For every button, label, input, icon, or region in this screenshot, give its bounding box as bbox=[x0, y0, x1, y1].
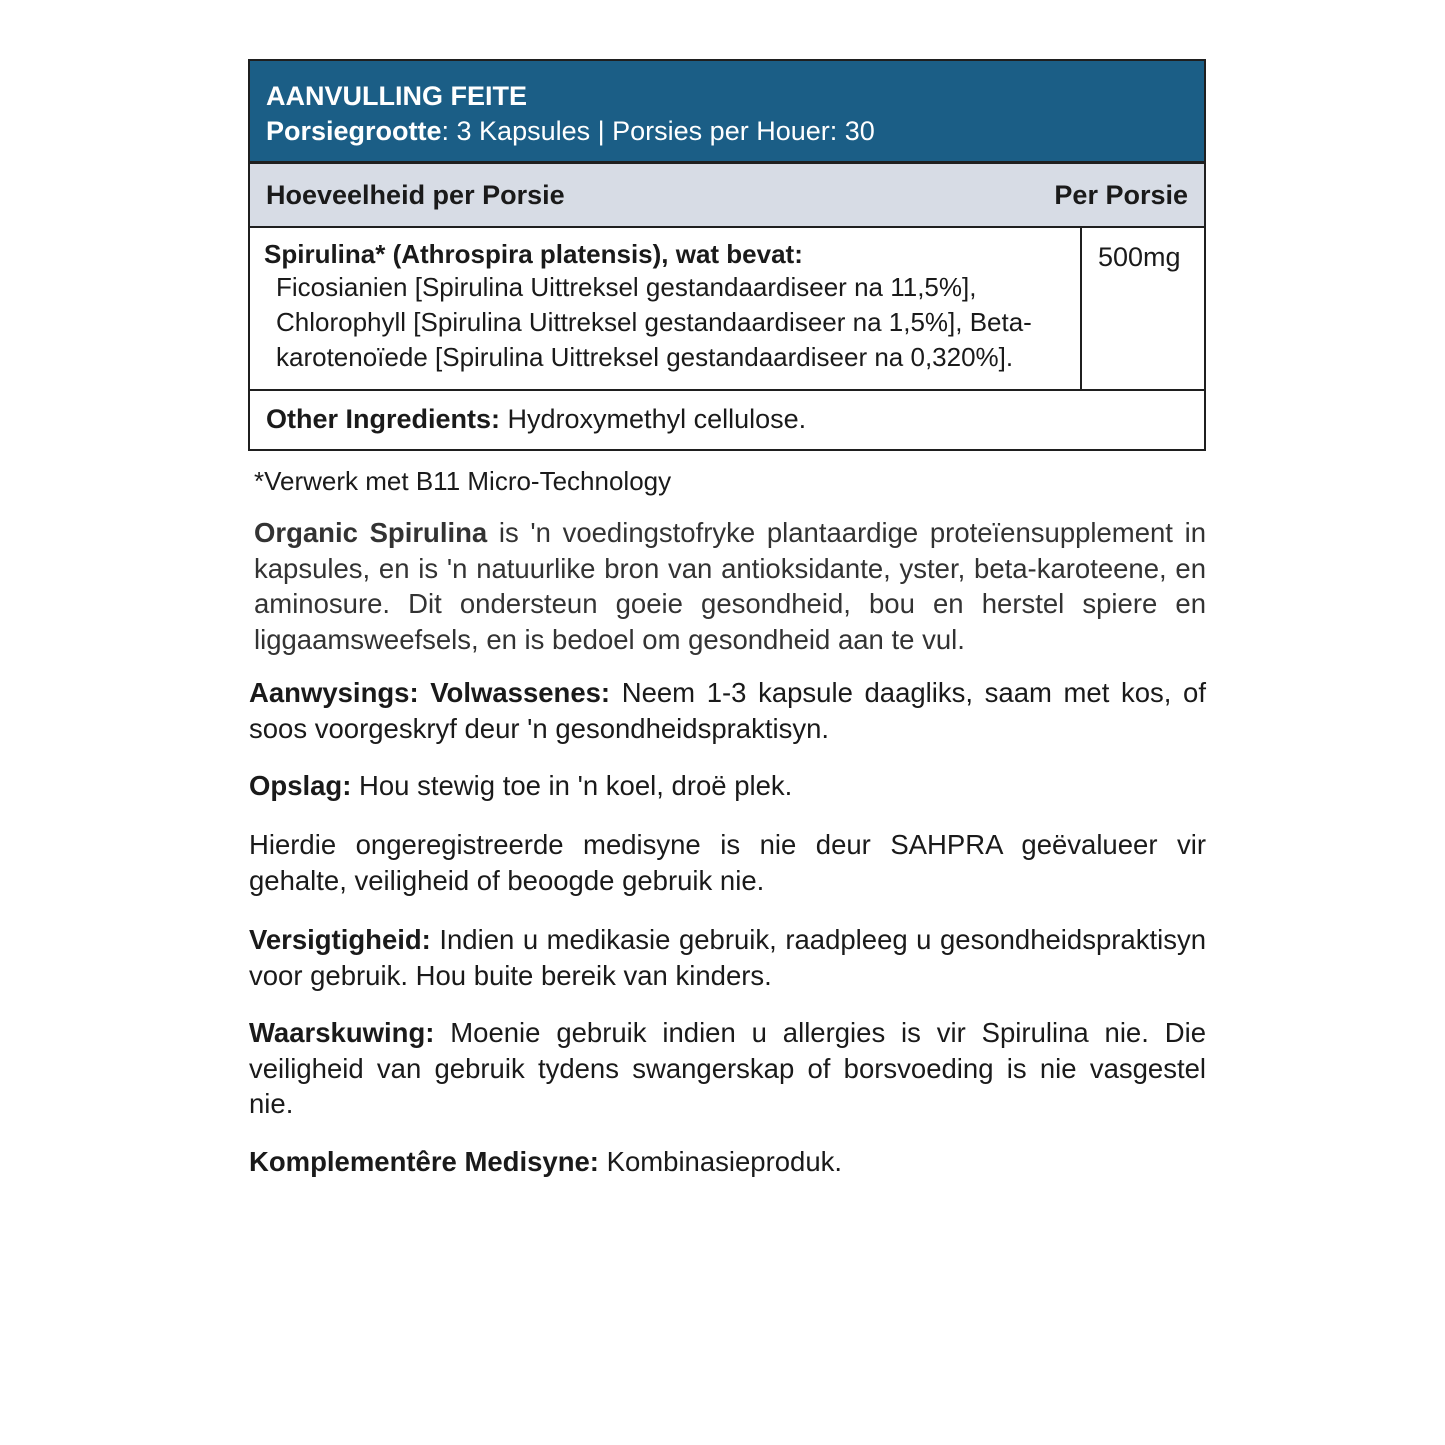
ingredient-title: Spirulina* (Athrospira platensis), wat bevat: bbox=[264, 239, 803, 269]
caution-text: Indien u medikasie gebruik, raadpleeg u gesondheidspraktisyn voor gebruik. Hou buite bereik van kinders. bbox=[249, 924, 1206, 991]
column-header-row bbox=[250, 164, 1204, 228]
ingredient-row bbox=[250, 228, 1204, 391]
storage-text: Hou stewig toe in 'n koel, droë plek. bbox=[351, 770, 793, 801]
warning-section bbox=[249, 1015, 1206, 1122]
directions-section bbox=[249, 675, 1206, 746]
description-label: Organic Spirulina bbox=[254, 517, 488, 548]
description-text: is 'n voedingstofryke plantaardige proteïensupplement in kapsules, en is 'n natuurlike bron van antioksidante, yster, beta-karoteene, en aminosure. Dit ondersteun goeie gesondheid, bou en herstel spiere en liggaamsweefsels, en is bedoel om gesondheid aan te vul. bbox=[254, 517, 1206, 655]
warning-text: Moenie gebruik indien u allergies is vir Spirulina nie. Die veiligheid van gebruik tydens swangerskap of borsvoeding is nie vasgestel nie. bbox=[249, 1017, 1206, 1119]
caution-label: Versigtigheid: bbox=[249, 924, 431, 955]
complementary-text: Kombinasieproduk. bbox=[598, 1146, 843, 1177]
facts-title: AANVULLING FEITE bbox=[266, 81, 527, 111]
footnote: *Verwerk met B11 Micro-Technology bbox=[254, 466, 672, 496]
serving-text: : 3 Kapsules | Porsies per Houer: 30 bbox=[441, 116, 875, 146]
ingredient-cell bbox=[250, 228, 1082, 389]
column-per-serving: Per Porsie bbox=[1054, 179, 1188, 210]
other-ingredients-text: Hydroxymethyl cellulose. bbox=[500, 404, 807, 434]
disclaimer-section: Hierdie ongeregistreerde medisyne is nie deur SAHPRA geëvalueer vir gehalte, veiligheid of beoogde gebruik nie. bbox=[249, 829, 1206, 896]
warning-label: Waarskuwing: bbox=[249, 1017, 435, 1048]
ingredient-amount: 500mg bbox=[1098, 242, 1181, 272]
directions-text: Neem 1-3 kapsule daagliks, saam met kos, of soos voorgeskryf deur 'n gesondheidspraktisyn. bbox=[249, 677, 1206, 744]
supplement-facts-panel bbox=[248, 59, 1206, 451]
serving-label: Porsiegrootte bbox=[266, 116, 442, 146]
other-ingredients bbox=[250, 391, 1204, 449]
facts-header bbox=[250, 61, 1204, 164]
complementary-label: Komplementêre Medisyne: bbox=[249, 1146, 599, 1177]
other-ingredients-label: Other Ingredients: bbox=[266, 404, 501, 434]
serving-info bbox=[266, 113, 1188, 149]
directions-label: Aanwysings: Volwassenes: bbox=[249, 677, 611, 708]
ingredient-detail: Ficosianien [Spirulina Uittreksel gestandaardiseer na 11,5%], Chlorophyll [Spirulina Uittreksel gestandaardiseer na 1,5%], Beta-karotenoïede [Spirulina Uittreksel gestandaardiseer na 0,320%]. bbox=[276, 272, 1032, 372]
complementary-section bbox=[249, 1144, 1206, 1180]
caution-section bbox=[249, 922, 1206, 993]
storage-label: Opslag: bbox=[249, 770, 352, 801]
column-amount-per-serving: Hoeveelheid per Porsie bbox=[266, 179, 565, 210]
storage-section bbox=[249, 768, 1206, 804]
product-description bbox=[254, 515, 1206, 657]
